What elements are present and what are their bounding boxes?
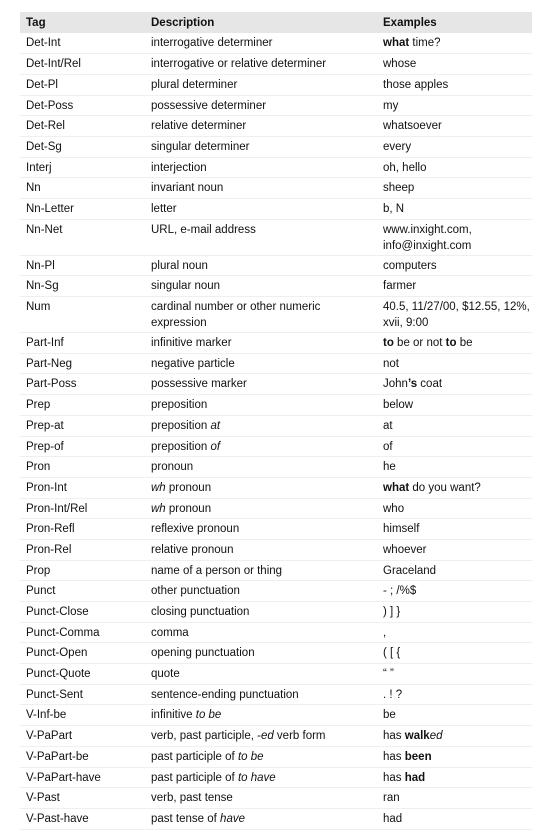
tag-cell: V-Past [20,788,145,809]
examples-cell [377,74,532,95]
examples-cell [377,54,532,75]
table-row [20,178,532,199]
examples-cell-segment: do you want? [409,481,481,494]
table-row [20,684,532,705]
description-cell-segment: plural noun [151,259,208,272]
description-cell-segment: quote [151,668,180,681]
table-row [20,808,532,829]
examples-cell [377,436,532,457]
description-cell-segment: wh [151,481,166,494]
description-cell-segment: pronoun [165,502,212,515]
table-row [20,297,532,333]
table-row [20,436,532,457]
examples-cell-segment: walk [404,730,430,743]
tag-cell: Punct-Quote [20,664,145,685]
description-cell [145,767,377,788]
tag-cell: Pron-Rel [20,539,145,560]
tag-cell: Nn-Sg [20,276,145,297]
examples-cell-segment: coat [417,378,443,391]
examples-cell-segment: oh, hello [383,161,427,174]
examples-cell [377,415,532,436]
examples-cell-segment: he [383,461,396,474]
examples-cell [377,178,532,199]
description-cell-segment: ed [260,730,274,743]
examples-cell-segment: , [383,626,387,639]
description-cell [145,602,377,623]
description-cell-segment: verb, past tense [151,792,233,805]
description-cell-segment: possessive determiner [151,99,267,112]
tag-cell: V-Inf-be [20,705,145,726]
description-cell [145,581,377,602]
description-cell-segment: letter [151,203,177,215]
tag-cell: V-PaPart-have [20,767,145,788]
examples-cell-segment: ) ] } [383,606,401,618]
examples-cell-segment: has [383,771,405,784]
description-cell [145,276,377,297]
tag-cell: Det-Int/Rel [20,54,145,75]
examples-cell [377,746,532,767]
tag-cell: Pron [20,457,145,478]
tag-cell: Num [20,297,145,333]
examples-cell [377,643,532,664]
table-row [20,705,532,726]
examples-cell [377,726,532,747]
table-row [20,622,532,643]
tag-cell: Punct-Close [20,602,145,623]
description-cell [145,664,377,685]
description-cell [145,255,377,276]
tag-cell: Punct-Sent [20,684,145,705]
examples-cell [377,353,532,374]
examples-cell [377,199,532,220]
description-cell-segment: past participle of [151,771,238,784]
description-cell-segment: have [220,812,245,825]
description-cell [145,54,377,75]
description-cell [145,539,377,560]
tag-cell: Nn [20,178,145,199]
tag-cell: Nn-Letter [20,199,145,220]
description-cell [145,560,377,581]
examples-cell-segment: every [383,140,412,153]
examples-cell-segment: sheep [383,182,415,195]
description-cell-segment: plural determiner [151,78,238,91]
table-row [20,276,532,297]
examples-cell-segment: farmer [383,280,417,293]
table-row [20,788,532,809]
examples-cell-segment: computers [383,259,437,272]
description-cell-segment: to have [237,771,276,784]
examples-cell-segment: “ ” [383,668,394,681]
table-row [20,415,532,436]
tag-cell: Prep-at [20,415,145,436]
description-cell-segment: verb, past participle, - [151,730,261,743]
description-cell-segment: name of a person or thing [151,564,283,577]
examples-cell [377,255,532,276]
tag-cell: Nn-Net [20,219,145,255]
description-cell [145,157,377,178]
description-cell [145,219,377,255]
description-cell [145,297,377,333]
table-row [20,374,532,395]
description-cell [145,199,377,220]
description-cell-segment: pronoun [165,481,212,494]
description-cell-segment: interrogative determiner [151,37,273,49]
examples-cell-segment: ran [383,792,400,805]
tag-cell: Prep [20,395,145,416]
table-row [20,255,532,276]
description-cell-segment: pronoun [151,461,194,474]
description-cell-segment: to be [195,709,222,722]
description-cell-segment: wh [151,502,166,515]
table-row [20,157,532,178]
description-cell [145,498,377,519]
examples-cell-segment: who [383,502,405,515]
table-row [20,95,532,116]
description-cell [145,74,377,95]
examples-cell-segment: had [383,812,403,825]
tag-cell: Det-Poss [20,95,145,116]
table-row [20,457,532,478]
tag-cell: V-Past-have [20,808,145,829]
description-cell [145,705,377,726]
description-cell [145,136,377,157]
description-cell-segment: past tense of [151,812,221,825]
description-cell-segment: preposition [151,440,211,453]
tag-cell: Det-Pl [20,74,145,95]
description-cell [145,178,377,199]
description-cell-segment: infinitive [151,709,196,722]
description-cell-segment: negative particle [151,357,235,370]
table-row [20,767,532,788]
tag-cell: Prop [20,560,145,581]
table-row [20,136,532,157]
header-description: Description [145,12,377,33]
examples-cell-segment: himself [383,523,420,536]
table-row [20,581,532,602]
description-cell [145,726,377,747]
table-row [20,539,532,560]
examples-cell [377,767,532,788]
header-tag: Tag [20,12,145,33]
examples-cell-segment: below [383,399,414,412]
examples-cell-segment: had [404,771,426,784]
description-cell [145,374,377,395]
examples-cell [377,581,532,602]
header-row [20,12,532,33]
description-cell [145,415,377,436]
table-row [20,477,532,498]
table-row [20,353,532,374]
pos-tag-table [20,12,532,830]
examples-cell-segment: what [383,37,410,49]
table-row [20,498,532,519]
examples-cell [377,219,532,255]
examples-cell-segment: whoever [383,543,427,556]
examples-cell-segment: those apples [383,78,449,91]
tag-cell: Det-Int [20,33,145,54]
description-cell [145,808,377,829]
examples-cell-segment: not [383,357,399,370]
examples-cell-segment: has [383,750,405,763]
description-cell-segment: relative determiner [151,120,247,133]
tag-cell: Nn-Pl [20,255,145,276]
tag-cell: Punct-Open [20,643,145,664]
description-cell-segment: interjection [151,161,207,174]
description-cell [145,33,377,54]
description-cell-segment: interrogative or relative determiner [151,58,327,71]
examples-cell-segment: b, N [383,203,405,215]
tag-cell: Part-Neg [20,353,145,374]
examples-cell [377,788,532,809]
examples-cell [377,395,532,416]
examples-cell-segment: has [383,730,405,743]
description-cell [145,457,377,478]
table-row [20,602,532,623]
examples-cell-segment: of [383,440,393,453]
description-cell-segment: opening punctuation [151,647,255,660]
tag-cell: Punct [20,581,145,602]
pos-tag-table-page [20,12,532,830]
examples-cell [377,498,532,519]
table-row [20,199,532,220]
examples-cell-segment: . ! ? [383,688,403,701]
tag-cell: Part-Poss [20,374,145,395]
table-row [20,643,532,664]
description-cell-segment: invariant noun [151,182,224,195]
tag-cell: Pron-Refl [20,519,145,540]
examples-cell [377,622,532,643]
description-cell [145,353,377,374]
description-cell [145,746,377,767]
tag-cell: Det-Sg [20,136,145,157]
table-row [20,746,532,767]
description-cell-segment: preposition [151,419,211,432]
examples-cell [377,808,532,829]
tag-cell: Det-Rel [20,116,145,137]
description-cell [145,95,377,116]
header-examples: Examples [377,12,532,33]
examples-cell-segment: what [383,481,410,494]
examples-cell [377,374,532,395]
table-row [20,74,532,95]
table-row [20,726,532,747]
description-cell [145,395,377,416]
examples-cell-segment: ed [429,730,443,743]
examples-cell [377,136,532,157]
description-cell-segment: cardinal number or other numeric expression [151,301,321,330]
examples-cell [377,602,532,623]
table-body [20,33,532,829]
examples-cell-segment: time? [409,37,441,49]
examples-cell [377,276,532,297]
table-row [20,664,532,685]
examples-cell [377,297,532,333]
examples-cell [377,560,532,581]
examples-cell [377,95,532,116]
description-cell-segment: reflexive pronoun [151,523,240,536]
description-cell [145,477,377,498]
examples-cell [377,539,532,560]
tag-cell: Pron-Int/Rel [20,498,145,519]
examples-cell [377,705,532,726]
examples-cell-segment: been [404,750,432,763]
description-cell [145,622,377,643]
description-cell-segment: relative pronoun [151,543,234,556]
examples-cell-segment: to [383,337,394,350]
examples-cell-segment: to [445,337,457,350]
description-cell [145,116,377,137]
table-row [20,560,532,581]
examples-cell-segment: John [383,378,408,391]
tag-cell: Prep-of [20,436,145,457]
examples-cell [377,477,532,498]
description-cell-segment: comma [151,626,189,639]
examples-cell [377,684,532,705]
examples-cell-segment: ’s [407,378,418,391]
description-cell-segment: singular determiner [151,140,250,153]
examples-cell-segment: my [383,99,399,112]
description-cell-segment: to be [237,750,264,763]
table-row [20,519,532,540]
examples-cell [377,116,532,137]
tag-cell: Interj [20,157,145,178]
examples-cell [377,33,532,54]
examples-cell [377,457,532,478]
description-cell-segment: singular noun [151,280,221,293]
description-cell [145,436,377,457]
examples-cell [377,519,532,540]
examples-cell [377,664,532,685]
table-row [20,33,532,54]
description-cell [145,684,377,705]
examples-cell-segment: whatsoever [383,120,442,133]
examples-cell [377,333,532,354]
examples-cell-segment: ( [ { [383,647,401,660]
description-cell-segment: sentence-ending punctuation [151,688,299,701]
tag-cell: Punct-Comma [20,622,145,643]
examples-cell-segment: whose [383,58,417,71]
description-cell-segment: verb form [273,730,326,743]
examples-cell-segment: - ; /%$ [383,585,417,598]
description-cell-segment: of [210,440,221,453]
description-cell [145,333,377,354]
table-row [20,333,532,354]
examples-cell-segment: 40.5, 11/27/00, $12.55, 12%, xvii, 9:00 [383,301,530,330]
description-cell [145,643,377,664]
table-row [20,395,532,416]
table-row [20,116,532,137]
examples-cell-segment: Graceland [383,564,437,577]
examples-cell-segment: at [383,419,393,432]
description-cell-segment: preposition [151,399,208,412]
tag-cell: Part-Inf [20,333,145,354]
description-cell [145,519,377,540]
examples-cell [377,157,532,178]
examples-cell-segment: www.inxight.com, info@inxight.com [383,223,472,252]
examples-cell-segment: be [383,709,396,722]
description-cell [145,788,377,809]
tag-cell: V-PaPart [20,726,145,747]
description-cell-segment: infinitive marker [151,337,232,350]
tag-cell: Pron-Int [20,477,145,498]
description-cell-segment: URL, e-mail address [151,223,256,236]
tag-cell: V-PaPart-be [20,746,145,767]
examples-cell-segment: be or not [393,337,446,350]
examples-cell-segment: be [456,337,473,350]
description-cell-segment: closing punctuation [151,606,250,618]
description-cell-segment: possessive marker [151,378,247,391]
description-cell-segment: past participle of [151,750,238,763]
table-row [20,219,532,255]
table-row [20,54,532,75]
description-cell-segment: at [210,419,221,432]
description-cell-segment: other punctuation [151,585,240,598]
